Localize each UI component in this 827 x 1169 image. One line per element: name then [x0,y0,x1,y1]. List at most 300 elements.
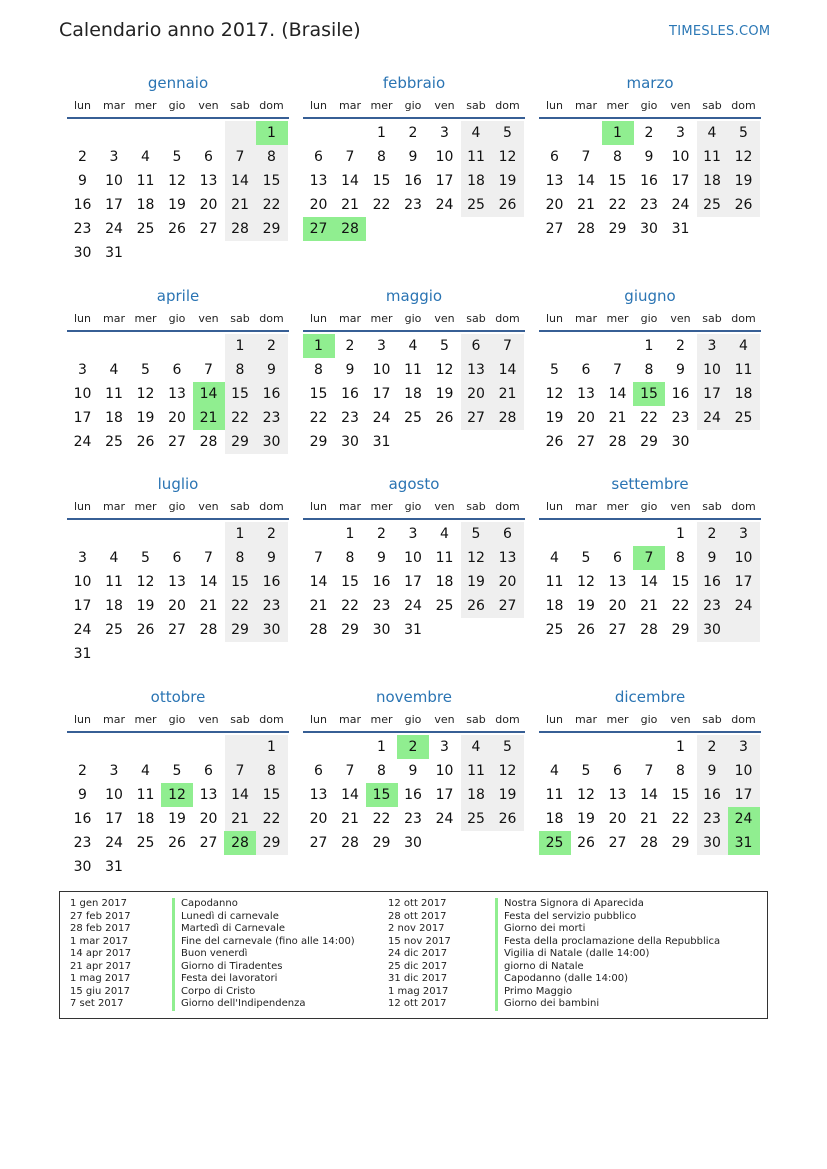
day-cell: 25 [435,598,454,614]
day-cell: 18 [105,598,123,614]
day-cell: 16 [372,574,391,590]
holiday-day: 31 [728,831,760,855]
day-cell: 4 [141,763,150,779]
day-cell: 2 [267,526,276,542]
day-cell: 28 [498,410,517,426]
weekday-header: mar [339,312,361,325]
day-cell: 16 [262,386,281,402]
day-cell: 15 [231,574,249,590]
day-cell: 19 [467,574,485,590]
day-cell: 17 [73,410,92,426]
day-cell: 4 [739,338,748,354]
header-underline [303,117,525,119]
day-cell: 8 [613,149,622,165]
day-cell: 25 [703,197,721,213]
day-cell: 30 [73,859,92,875]
day-cell: 4 [408,338,418,354]
day-cell: 30 [703,835,721,851]
legend-date: 12 ott 2017 [388,898,447,909]
weekday-header: lun [74,312,91,325]
day-cell: 20 [577,410,595,426]
day-cell: 25 [105,434,123,450]
day-cell: 21 [309,598,328,614]
weekday-header: ven [198,713,219,726]
day-cell: 27 [168,622,186,638]
weekday-header: mer [370,99,393,112]
day-cell: 9 [267,550,276,566]
day-cell: 25 [136,221,155,237]
weekday-header: mar [575,713,597,726]
legend-holiday-name: Festa dei lavoratori [172,973,355,986]
day-cell: 6 [172,550,182,566]
header-underline [539,117,761,119]
holiday-day: 21 [193,406,225,430]
day-cell: 24 [435,197,454,213]
day-cell: 13 [545,173,564,189]
day-cell: 28 [577,221,595,237]
day-cell: 21 [199,598,218,614]
weekday-header: lun [74,500,91,513]
day-cell: 8 [644,362,654,378]
legend-names-col-1 [172,898,355,1011]
month-name: gennaio [147,74,209,92]
day-cell: 9 [644,149,654,165]
day-cell: 16 [404,173,422,189]
day-cell: 6 [204,149,213,165]
day-cell: 12 [577,787,595,803]
weekday-header: mer [134,713,157,726]
month-name: luglio [157,475,199,493]
day-cell: 29 [671,622,690,638]
legend-names-col-2 [495,898,720,1011]
weekday-header: dom [731,312,756,325]
weekday-header: dom [731,99,756,112]
day-cell: 11 [467,763,485,779]
legend-holiday-name: Nostra Signora di Aparecida [495,898,720,911]
weekday-header: mar [339,500,361,513]
day-cell: 10 [372,362,391,378]
day-cell: 12 [577,574,595,590]
day-cell: 11 [467,149,485,165]
day-cell: 18 [136,811,155,827]
day-cell: 15 [671,787,690,803]
day-cell: 26 [498,811,517,827]
day-cell: 15 [262,787,281,803]
legend-holiday-name: Primo Maggio [495,986,720,999]
weekday-header: ven [670,99,691,112]
weekday-header: ven [434,312,455,325]
header-underline [67,330,289,332]
legend-holiday-name: Festa del servizio pubblico [495,911,720,924]
day-cell: 19 [545,410,564,426]
day-cell: 10 [73,386,92,402]
day-cell: 8 [267,763,276,779]
day-cell: 5 [172,763,182,779]
weekday-header: mar [575,500,597,513]
day-cell: 24 [671,197,690,213]
day-cell: 27 [168,434,186,450]
holiday-day: 24 [728,807,760,831]
day-cell: 27 [608,835,627,851]
day-cell: 18 [703,173,721,189]
weekday-header: mer [606,312,629,325]
day-cell: 15 [341,574,359,590]
day-cell: 23 [703,811,721,827]
day-cell: 27 [467,410,485,426]
legend-date: 28 ott 2017 [388,910,447,922]
day-cell: 17 [105,811,123,827]
day-cell: 20 [309,811,328,827]
day-cell: 14 [231,173,249,189]
weekday-header: sab [230,312,250,325]
holiday-day: 25 [539,831,571,855]
weekday-header: gio [404,500,422,513]
day-cell: 16 [341,386,359,402]
day-cell: 19 [136,410,155,426]
day-cell: 11 [105,386,123,402]
day-cell: 17 [671,173,690,189]
day-cell: 31 [105,859,123,875]
day-cell: 5 [581,763,591,779]
day-cell: 5 [739,125,748,141]
legend-holiday-name: Martedì di Carnevale [172,923,355,936]
month-name: febbraio [382,74,446,92]
day-cell: 22 [262,811,281,827]
weekday-header: mer [134,312,157,325]
day-cell: 11 [435,550,454,566]
day-cell: 5 [503,125,512,141]
day-cell: 20 [545,197,564,213]
day-cell: 29 [309,434,328,450]
day-cell: 3 [440,125,449,141]
day-cell: 16 [262,574,281,590]
day-cell: 19 [168,197,186,213]
day-cell: 15 [231,386,249,402]
day-cell: 17 [734,787,753,803]
day-cell: 24 [105,221,123,237]
holiday-day: 28 [224,831,256,855]
day-cell: 10 [435,763,454,779]
month-name: aprile [156,287,200,305]
day-cell: 26 [435,410,454,426]
day-cell: 9 [377,550,386,566]
legend-date: 1 mar 2017 [70,935,129,947]
day-cell: 23 [703,598,721,614]
day-cell: 25 [105,622,123,638]
day-cell: 20 [199,197,218,213]
day-cell: 13 [168,386,186,402]
day-cell: 2 [676,338,685,354]
month-name: agosto [388,475,440,493]
month-name: marzo [626,74,674,92]
legend-holiday-name: Vigilia di Natale (dalle 14:00) [495,948,720,961]
day-cell: 10 [703,362,721,378]
day-cell: 7 [581,149,591,165]
weekday-header: sab [466,99,486,112]
legend-holiday-name: Giorno dei bambini [495,998,720,1011]
day-cell: 6 [581,362,591,378]
day-cell: 30 [404,835,422,851]
day-cell: 9 [267,362,276,378]
day-cell: 9 [676,362,685,378]
legend-holiday-name: Giorno dei morti [495,923,720,936]
day-cell: 20 [498,574,517,590]
day-cell: 7 [644,763,654,779]
day-cell: 30 [703,622,721,638]
day-cell: 17 [105,197,123,213]
day-cell: 12 [136,574,155,590]
day-cell: 4 [141,149,150,165]
day-cell: 22 [372,811,391,827]
weekday-header: mar [103,312,125,325]
day-cell: 21 [231,811,249,827]
day-cell: 21 [640,811,658,827]
day-cell: 30 [262,622,281,638]
day-cell: 14 [199,574,218,590]
day-cell: 23 [73,835,92,851]
weekday-header: dom [495,99,520,112]
weekday-header: mer [134,500,157,513]
legend-holiday-name: Capodanno [172,898,355,911]
day-cell: 16 [73,811,92,827]
day-cell: 23 [73,221,92,237]
day-cell: 20 [309,197,328,213]
day-cell: 24 [73,434,92,450]
day-cell: 28 [608,434,627,450]
day-cell: 23 [262,410,281,426]
day-cell: 20 [168,598,186,614]
legend-date: 21 apr 2017 [70,960,132,972]
day-cell: 25 [467,197,485,213]
legend-date: 15 nov 2017 [388,935,451,947]
day-cell: 3 [739,526,748,542]
weekday-header: sab [702,500,722,513]
day-cell: 4 [550,550,559,566]
month-name: novembre [376,688,452,706]
day-cell: 1 [345,526,355,542]
legend-date: 7 set 2017 [70,998,124,1009]
legend-holiday-name: giorno di Natale [495,961,720,974]
day-cell: 4 [707,125,717,141]
weekday-header: mer [606,713,629,726]
day-cell: 26 [168,835,186,851]
legend-date: 15 giu 2017 [70,985,130,997]
day-cell: 14 [341,173,359,189]
day-cell: 10 [105,787,123,803]
day-cell: 9 [78,173,87,189]
day-cell: 13 [498,550,517,566]
header-underline [67,117,289,119]
day-cell: 8 [235,362,245,378]
day-cell: 17 [435,173,454,189]
legend-holiday-name: Capodanno (dalle 14:00) [495,973,720,986]
day-cell: 29 [608,221,627,237]
day-cell: 27 [498,598,517,614]
day-cell: 25 [404,410,422,426]
day-cell: 28 [199,622,218,638]
day-cell: 18 [404,386,422,402]
day-cell: 13 [309,173,328,189]
day-cell: 4 [109,550,119,566]
day-cell: 9 [707,550,717,566]
day-cell: 8 [235,550,245,566]
header-underline [539,330,761,332]
legend-dates-col-1 [70,898,131,1011]
header-underline [303,330,525,332]
day-cell: 14 [608,386,627,402]
day-cell: 26 [168,221,186,237]
day-cell: 12 [435,362,454,378]
day-cell: 7 [235,149,245,165]
weekday-header: mer [370,312,393,325]
month-name: ottobre [150,688,206,706]
day-cell: 11 [136,787,155,803]
day-cell: 29 [262,835,281,851]
weekday-header: dom [495,500,520,513]
day-cell: 17 [435,787,454,803]
day-cell: 16 [671,386,690,402]
weekday-header: dom [259,312,284,325]
day-cell: 2 [267,338,276,354]
day-cell: 30 [372,622,391,638]
weekday-header: mar [575,99,597,112]
day-cell: 2 [644,125,654,141]
day-cell: 24 [73,622,92,638]
weekday-header: ven [670,713,691,726]
day-cell: 13 [608,574,627,590]
weekday-header: sab [702,713,722,726]
day-cell: 12 [467,550,485,566]
weekday-header: lun [310,500,327,513]
holiday-day: 7 [633,546,665,570]
day-cell: 23 [262,598,281,614]
day-cell: 16 [640,173,658,189]
day-cell: 28 [640,835,658,851]
day-cell: 5 [141,550,150,566]
day-cell: 4 [440,526,449,542]
day-cell: 6 [314,149,323,165]
weekday-header: ven [670,500,691,513]
holiday-day: 12 [161,783,193,807]
weekday-header: mer [370,500,393,513]
header-underline [67,731,289,733]
day-cell: 21 [231,197,249,213]
day-cell: 1 [267,739,276,755]
holiday-day: 1 [602,121,634,145]
weekday-header: lun [310,312,327,325]
weekday-header: mer [606,500,629,513]
site-link[interactable]: TIMESLES.COM [669,24,771,39]
day-cell: 11 [105,574,123,590]
weekday-header: sab [230,500,250,513]
day-cell: 19 [168,811,186,827]
day-cell: 23 [640,197,658,213]
weekday-header: sab [466,500,486,513]
legend-date: 14 apr 2017 [70,948,132,959]
weekday-header: sab [702,99,722,112]
weekday-header: dom [259,713,284,726]
legend-date: 2 nov 2017 [388,923,445,934]
day-cell: 4 [471,125,481,141]
day-cell: 6 [503,526,512,542]
day-cell: 9 [707,763,717,779]
page-title: Calendario anno 2017. (Brasile) [59,19,361,41]
day-cell: 29 [231,622,249,638]
day-cell: 13 [608,787,627,803]
day-cell: 1 [377,125,386,141]
legend-holiday-name: Lunedì di carnevale [172,911,355,924]
header-underline [539,518,761,520]
day-cell: 5 [440,338,449,354]
day-cell: 12 [168,173,186,189]
weekday-header: dom [495,312,520,325]
weekday-header: lun [546,312,563,325]
day-cell: 3 [109,763,119,779]
day-cell: 28 [640,622,658,638]
weekday-header: dom [259,500,284,513]
day-cell: 9 [408,149,418,165]
day-cell: 10 [734,763,753,779]
day-cell: 5 [471,526,481,542]
weekday-header: sab [230,99,250,112]
day-cell: 27 [545,221,564,237]
day-cell: 26 [136,434,155,450]
weekday-header: lun [74,99,91,112]
weekday-header: mer [370,713,393,726]
legend-holiday-name: Fine del carnevale (fino alle 14:00) [172,936,355,949]
day-cell: 24 [372,410,391,426]
day-cell: 24 [105,835,123,851]
day-cell: 26 [577,835,595,851]
day-cell: 7 [314,550,323,566]
weekday-header: sab [702,312,722,325]
legend-date: 1 mag 2017 [388,985,449,997]
day-cell: 7 [204,550,213,566]
day-cell: 11 [404,362,422,378]
day-cell: 1 [644,338,654,354]
day-cell: 14 [577,173,595,189]
holiday-day: 1 [303,334,335,358]
day-cell: 18 [734,386,753,402]
day-cell: 22 [671,811,690,827]
holiday-day: 14 [193,382,225,406]
day-cell: 25 [545,622,564,638]
weekday-header: gio [404,99,422,112]
day-cell: 22 [262,197,281,213]
legend-holiday-name: Buon venerdì [172,948,355,961]
day-cell: 18 [545,811,564,827]
day-cell: 17 [703,386,721,402]
day-cell: 6 [314,763,323,779]
day-cell: 8 [377,763,386,779]
day-cell: 31 [372,434,391,450]
day-cell: 18 [467,173,485,189]
day-cell: 13 [199,173,218,189]
weekday-header: ven [670,312,691,325]
day-cell: 3 [78,362,87,378]
day-cell: 22 [671,598,690,614]
day-cell: 9 [78,787,87,803]
weekday-header: dom [731,713,756,726]
day-cell: 10 [73,574,92,590]
weekday-header: sab [466,713,486,726]
day-cell: 19 [136,598,155,614]
legend-date: 25 dic 2017 [388,960,448,972]
weekday-header: ven [198,99,219,112]
day-cell: 13 [467,362,485,378]
day-cell: 2 [707,739,717,755]
day-cell: 2 [707,526,717,542]
